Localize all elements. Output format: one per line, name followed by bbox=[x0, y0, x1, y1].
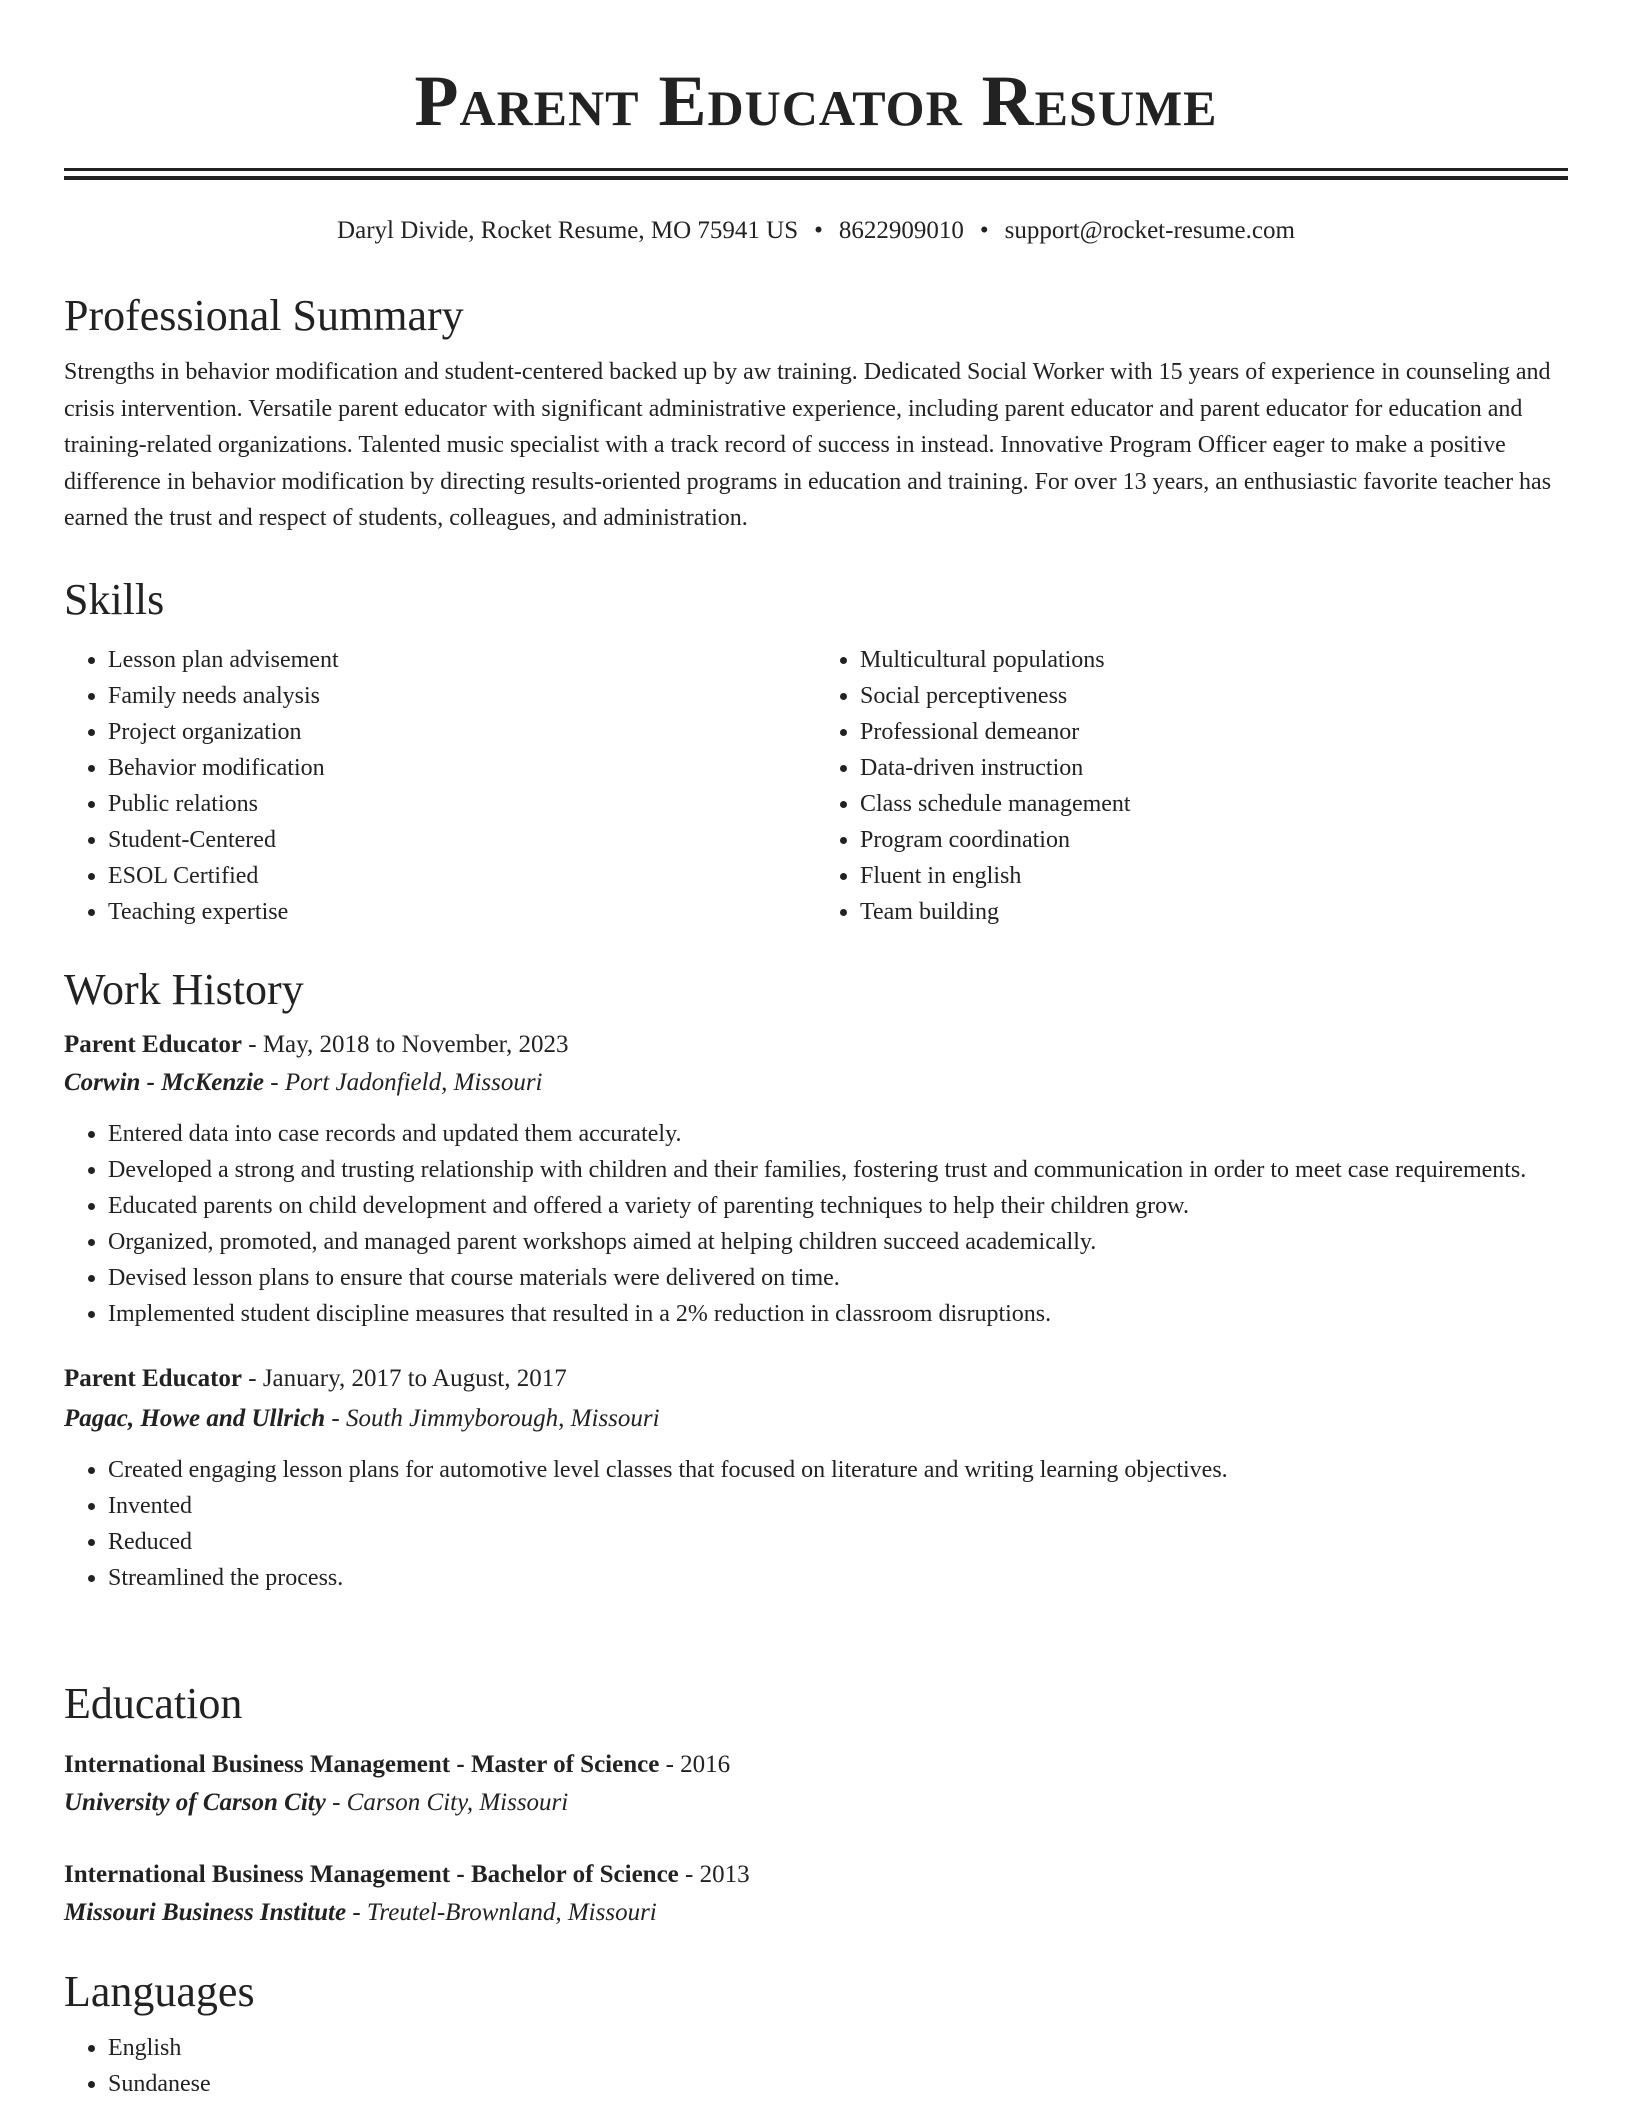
language-item: • English bbox=[108, 2030, 1568, 2066]
school-line: Missouri Business Institute - Treutel-Brownland, Missouri bbox=[64, 1899, 657, 1926]
language-item: • Sundanese bbox=[108, 2066, 1568, 2102]
job-title: Parent Educator bbox=[64, 1031, 242, 1058]
job-bullet: • Invented bbox=[108, 1488, 1568, 1524]
degree-name: International Business Management - Master of Science bbox=[64, 1751, 660, 1778]
skill-item: • Family needs analysis bbox=[108, 678, 816, 714]
job-bullet: • Devised lesson plans to ensure that course materials were delivered on time. bbox=[108, 1260, 1568, 1296]
contact-line bbox=[0, 214, 1632, 248]
skill-item: • Social perceptiveness bbox=[860, 678, 1568, 714]
degree-year: 2016 bbox=[680, 1751, 731, 1778]
education-entry bbox=[64, 1746, 1568, 1822]
education-section bbox=[64, 1676, 1568, 1932]
skill-item: • Professional demeanor bbox=[860, 714, 1568, 750]
job-location: South Jimmyborough, Missouri bbox=[345, 1405, 660, 1432]
skill-item: • Project organization bbox=[108, 714, 816, 750]
job-company-line: Corwin - McKenzie - Port Jadonfield, Missouri bbox=[64, 1069, 543, 1096]
languages-list bbox=[64, 2030, 1568, 2102]
skill-item: • Team building bbox=[860, 894, 1568, 930]
job-dates: May, 2018 to November, 2023 bbox=[262, 1031, 569, 1058]
job-bullet: • Reduced bbox=[108, 1524, 1568, 1560]
job-title-line: Parent Educator - January, 2017 to August, 2017 bbox=[64, 1365, 567, 1392]
job-company: Pagac, Howe and Ullrich bbox=[64, 1405, 326, 1432]
skill-item: • Class schedule management bbox=[860, 786, 1568, 822]
job-location: Port Jadonfield, Missouri bbox=[284, 1069, 543, 1096]
job-entry bbox=[64, 1360, 1568, 1596]
languages-heading: Languages bbox=[64, 1967, 255, 2016]
job-bullet: • Educated parents on child development and offered a variety of parenting techniques to help their children grow. bbox=[108, 1188, 1568, 1224]
job-bullets bbox=[64, 1116, 1568, 1332]
degree-name: International Business Management - Bachelor of Science bbox=[64, 1861, 679, 1888]
work-history-section bbox=[64, 962, 1568, 1596]
skill-item: • Program coordination bbox=[860, 822, 1568, 858]
skills-columns bbox=[64, 642, 1568, 930]
job-bullet: • Created engaging lesson plans for automotive level classes that focused on literature and writing learning objectives. bbox=[108, 1452, 1568, 1488]
job-dates: January, 2017 to August, 2017 bbox=[262, 1365, 567, 1392]
job-bullet: • Streamlined the process. bbox=[108, 1560, 1568, 1596]
school-location: Treutel-Brownland, Missouri bbox=[366, 1899, 657, 1926]
job-company-line: Pagac, Howe and Ullrich - South Jimmyborough, Missouri bbox=[64, 1405, 660, 1432]
skills-heading: Skills bbox=[64, 575, 165, 624]
contact-email: support@rocket-resume.com bbox=[1004, 217, 1295, 244]
skill-item: • ESOL Certified bbox=[108, 858, 816, 894]
job-bullet: • Developed a strong and trusting relationship with children and their families, fostering trust and communication in order to meet case requirements. bbox=[108, 1152, 1568, 1188]
contact-address: Daryl Divide, Rocket Resume, MO 75941 US bbox=[337, 217, 799, 244]
skill-item: • Student-Centered bbox=[108, 822, 816, 858]
summary-heading: Professional Summary bbox=[64, 291, 464, 340]
job-title: Parent Educator bbox=[64, 1365, 242, 1392]
school-name: University of Carson City bbox=[64, 1789, 326, 1816]
school-location: Carson City, Missouri bbox=[346, 1789, 569, 1816]
skill-item: • Multicultural populations bbox=[860, 642, 1568, 678]
resume-title: Parent Educator Resume bbox=[414, 61, 1218, 141]
contact-separator: • bbox=[979, 217, 989, 244]
job-bullets bbox=[64, 1452, 1568, 1596]
school-line: University of Carson City - Carson City, Missouri bbox=[64, 1789, 569, 1816]
contact-phone: 8622909010 bbox=[838, 217, 964, 244]
degree-year: 2013 bbox=[699, 1861, 750, 1888]
skill-item: • Lesson plan advisement bbox=[108, 642, 816, 678]
skill-item: • Behavior modification bbox=[108, 750, 816, 786]
job-company: Corwin - McKenzie bbox=[64, 1069, 265, 1096]
job-bullet: • Implemented student discipline measures that resulted in a 2% reduction in classroom disruptions. bbox=[108, 1296, 1568, 1332]
job-title-line: Parent Educator - May, 2018 to November, 2023 bbox=[64, 1031, 569, 1058]
degree-line: International Business Management - Bachelor of Science - 2013 bbox=[64, 1861, 750, 1888]
degree-line: International Business Management - Master of Science - 2016 bbox=[64, 1751, 731, 1778]
job-bullet: • Organized, promoted, and managed parent workshops aimed at helping children succeed academically. bbox=[108, 1224, 1568, 1260]
job-entry bbox=[64, 1026, 1568, 1332]
skill-item: • Data-driven instruction bbox=[860, 750, 1568, 786]
title-rule-bottom bbox=[64, 176, 1568, 180]
education-heading: Education bbox=[64, 1679, 243, 1728]
skill-item: • Fluent in english bbox=[860, 858, 1568, 894]
skill-item: • Teaching expertise bbox=[108, 894, 816, 930]
skills-section bbox=[64, 572, 1568, 930]
skill-item: • Public relations bbox=[108, 786, 816, 822]
skills-list-left bbox=[64, 642, 816, 930]
school-name: Missouri Business Institute bbox=[64, 1899, 347, 1926]
summary-section bbox=[64, 288, 1568, 537]
job-bullet: • Entered data into case records and updated them accurately. bbox=[108, 1116, 1568, 1152]
contact-separator: • bbox=[814, 217, 823, 244]
languages-section bbox=[64, 1964, 1568, 2102]
skills-list-right bbox=[816, 642, 1568, 930]
summary-text: Strengths in behavior modification and student-centered backed up by aw training. Dedicated Social Worker with 15 years of experience in counseling and crisis intervention. Versatile parent educator with significant administrative experience, including parent educator and parent educator for education and training-related organizations. Talented music specialist with a track record of success in instead. Innovative Program Officer eager to make a positive difference in behavior modification by directing results-oriented programs in education and training. For over 13 years, an enthusiastic favorite teacher has earned the trust and respect of students, colleagues, and administration. bbox=[64, 359, 1552, 532]
work-history-heading: Work History bbox=[64, 965, 304, 1014]
education-entry bbox=[64, 1856, 1568, 1932]
title-rule-top bbox=[64, 168, 1568, 171]
